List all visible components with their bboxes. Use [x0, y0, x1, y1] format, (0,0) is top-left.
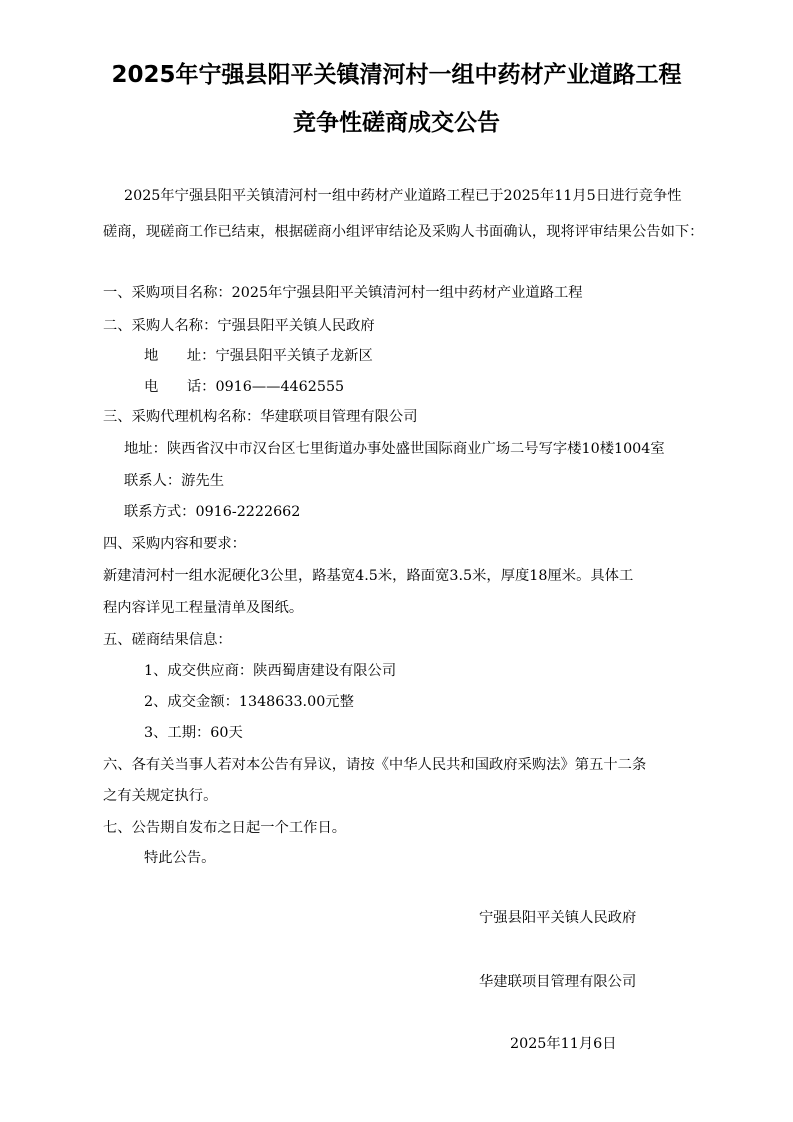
signature-org1: 宁强县阳平关镇人民政府: [479, 910, 637, 926]
result-amount-line: 2、成交金额：1348633.00元整: [144, 694, 354, 710]
requirements-heading: 四、采购内容和要求：: [103, 536, 246, 552]
notice-period-line: 七、公告期自发布之日起一个工作日。: [103, 820, 347, 836]
closing-line: 特此公告。: [144, 850, 216, 866]
intro-paragraph-line1: 2025年宁强县阳平关镇清河村一组中药材产业道路工程已于2025年11月5日进行竞争性: [124, 188, 682, 204]
objection-line1: 六、各有关当事人若对本公告有异议，请按《中华人民共和国政府采购法》第五十二条: [103, 757, 647, 773]
purchaser-phone-line: 电 话：0916——4462555: [144, 379, 345, 395]
purchaser-address-line: 地 址：宁强县阳平关镇子龙新区: [144, 348, 373, 364]
result-supplier-line: 1、成交供应商：陕西蜀唐建设有限公司: [144, 663, 397, 679]
agency-phone-line: 联系方式：0916-2222662: [124, 504, 301, 520]
result-duration-line: 3、工期：60天: [144, 725, 243, 741]
signature-date: 2025年11月6日: [510, 1036, 617, 1052]
agency-contact-line: 联系人：游先生: [124, 473, 225, 489]
result-heading: 五、磋商结果信息：: [103, 632, 232, 648]
agency-address-line: 地址：陕西省汉中市汉台区七里街道办事处盛世国际商业广场二号写字楼10楼1004室: [124, 441, 665, 457]
signature-org2: 华建联项目管理有限公司: [479, 974, 637, 990]
document-title-line1: 2025年宁强县阳平关镇清河村一组中药材产业道路工程: [111, 62, 682, 88]
document-title-line2: 竞争性磋商成交公告: [293, 110, 500, 136]
requirements-line2: 程内容详见工程量清单及图纸。: [103, 600, 304, 616]
purchaser-name-line: 二、采购人名称：宁强县阳平关镇人民政府: [103, 318, 375, 334]
project-name-line: 一、采购项目名称：2025年宁强县阳平关镇清河村一组中药材产业道路工程: [103, 285, 583, 301]
objection-line2: 之有关规定执行。: [103, 788, 218, 804]
agency-name-line: 三、采购代理机构名称：华建联项目管理有限公司: [103, 409, 418, 425]
intro-paragraph-line2: 磋商，现磋商工作已结束，根据磋商小组评审结论及采购人书面确认，现将评审结果公告如下：: [103, 224, 704, 240]
requirements-line1: 新建清河村一组水泥硬化3公里，路基宽4.5米，路面宽3.5米，厚度18厘米。具体工: [103, 568, 634, 584]
